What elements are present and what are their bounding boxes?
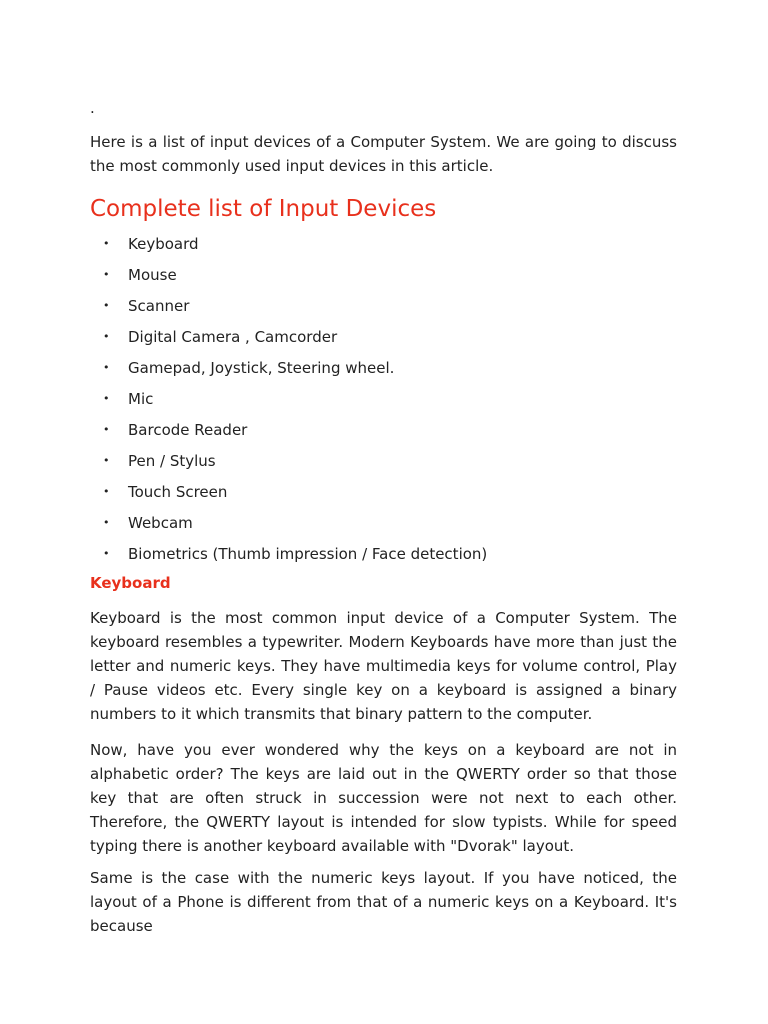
list-item <box>90 511 487 542</box>
list-item <box>90 325 487 356</box>
bullet-icon: • <box>103 299 110 312</box>
bullet-icon: • <box>103 392 110 405</box>
list-item-label: Webcam <box>128 514 193 532</box>
keyboard-paragraph-3: Same is the case with the numeric keys layout. If you have noticed, the layout of a Phone is different from that of a numeric keys on a Keyboard. It's because <box>90 869 677 935</box>
list-item-label: Pen / Stylus <box>128 452 216 470</box>
bullet-icon: • <box>103 237 110 250</box>
leading-dot: . <box>90 99 95 117</box>
list-item <box>90 387 487 418</box>
list-item-label: Mouse <box>128 266 177 284</box>
bullet-icon: • <box>103 268 110 281</box>
bullet-icon: • <box>103 547 110 560</box>
list-item-label: Scanner <box>128 297 190 315</box>
keyboard-subheading: Keyboard <box>90 574 171 592</box>
list-item-label: Barcode Reader <box>128 421 248 439</box>
list-item <box>90 356 487 387</box>
list-item <box>90 480 487 511</box>
list-item <box>90 232 487 263</box>
bullet-icon: • <box>103 330 110 343</box>
intro-paragraph: Here is a list of input devices of a Computer System. We are going to discuss the most commonly used input devices in this article. <box>90 133 677 175</box>
bullet-icon: • <box>103 516 110 529</box>
bullet-icon: • <box>103 361 110 374</box>
list-item <box>90 418 487 449</box>
list-item-label: Digital Camera , Camcorder <box>128 328 338 346</box>
list-item <box>90 263 487 294</box>
list-item-label: Biometrics (Thumb impression / Face detection) <box>128 545 488 563</box>
keyboard-paragraph-1: Keyboard is the most common input device of a Computer System. The keyboard resembles a typewriter. Modern Keyboards have more than just the letter and numeric keys. They have multimedia keys for volume control, Play / Pause videos etc. Every single key on a keyboard is assigned a binary numbers to it which transmits that binary pattern to the computer. <box>90 609 677 723</box>
list-item <box>90 449 487 480</box>
list-item-label: Keyboard <box>128 235 199 253</box>
section-heading: Complete list of Input Devices <box>90 196 437 222</box>
list-item-label: Gamepad, Joystick, Steering wheel. <box>128 359 395 377</box>
list-item-label: Touch Screen <box>128 483 228 501</box>
bullet-icon: • <box>103 485 110 498</box>
keyboard-paragraph-2: Now, have you ever wondered why the keys on a keyboard are not in alphabetic order? The keys are laid out in the QWERTY order so that those key that are often struck in succession were not next to each other. Therefore, the QWERTY layout is intended for slow typists. While for speed typing there is another keyboard available with "Dvorak" layout. <box>90 741 677 855</box>
list-item <box>90 294 487 325</box>
list-item <box>90 542 487 573</box>
list-item-label: Mic <box>128 390 154 408</box>
device-list <box>90 232 487 573</box>
bullet-icon: • <box>103 454 110 467</box>
bullet-icon: • <box>103 423 110 436</box>
